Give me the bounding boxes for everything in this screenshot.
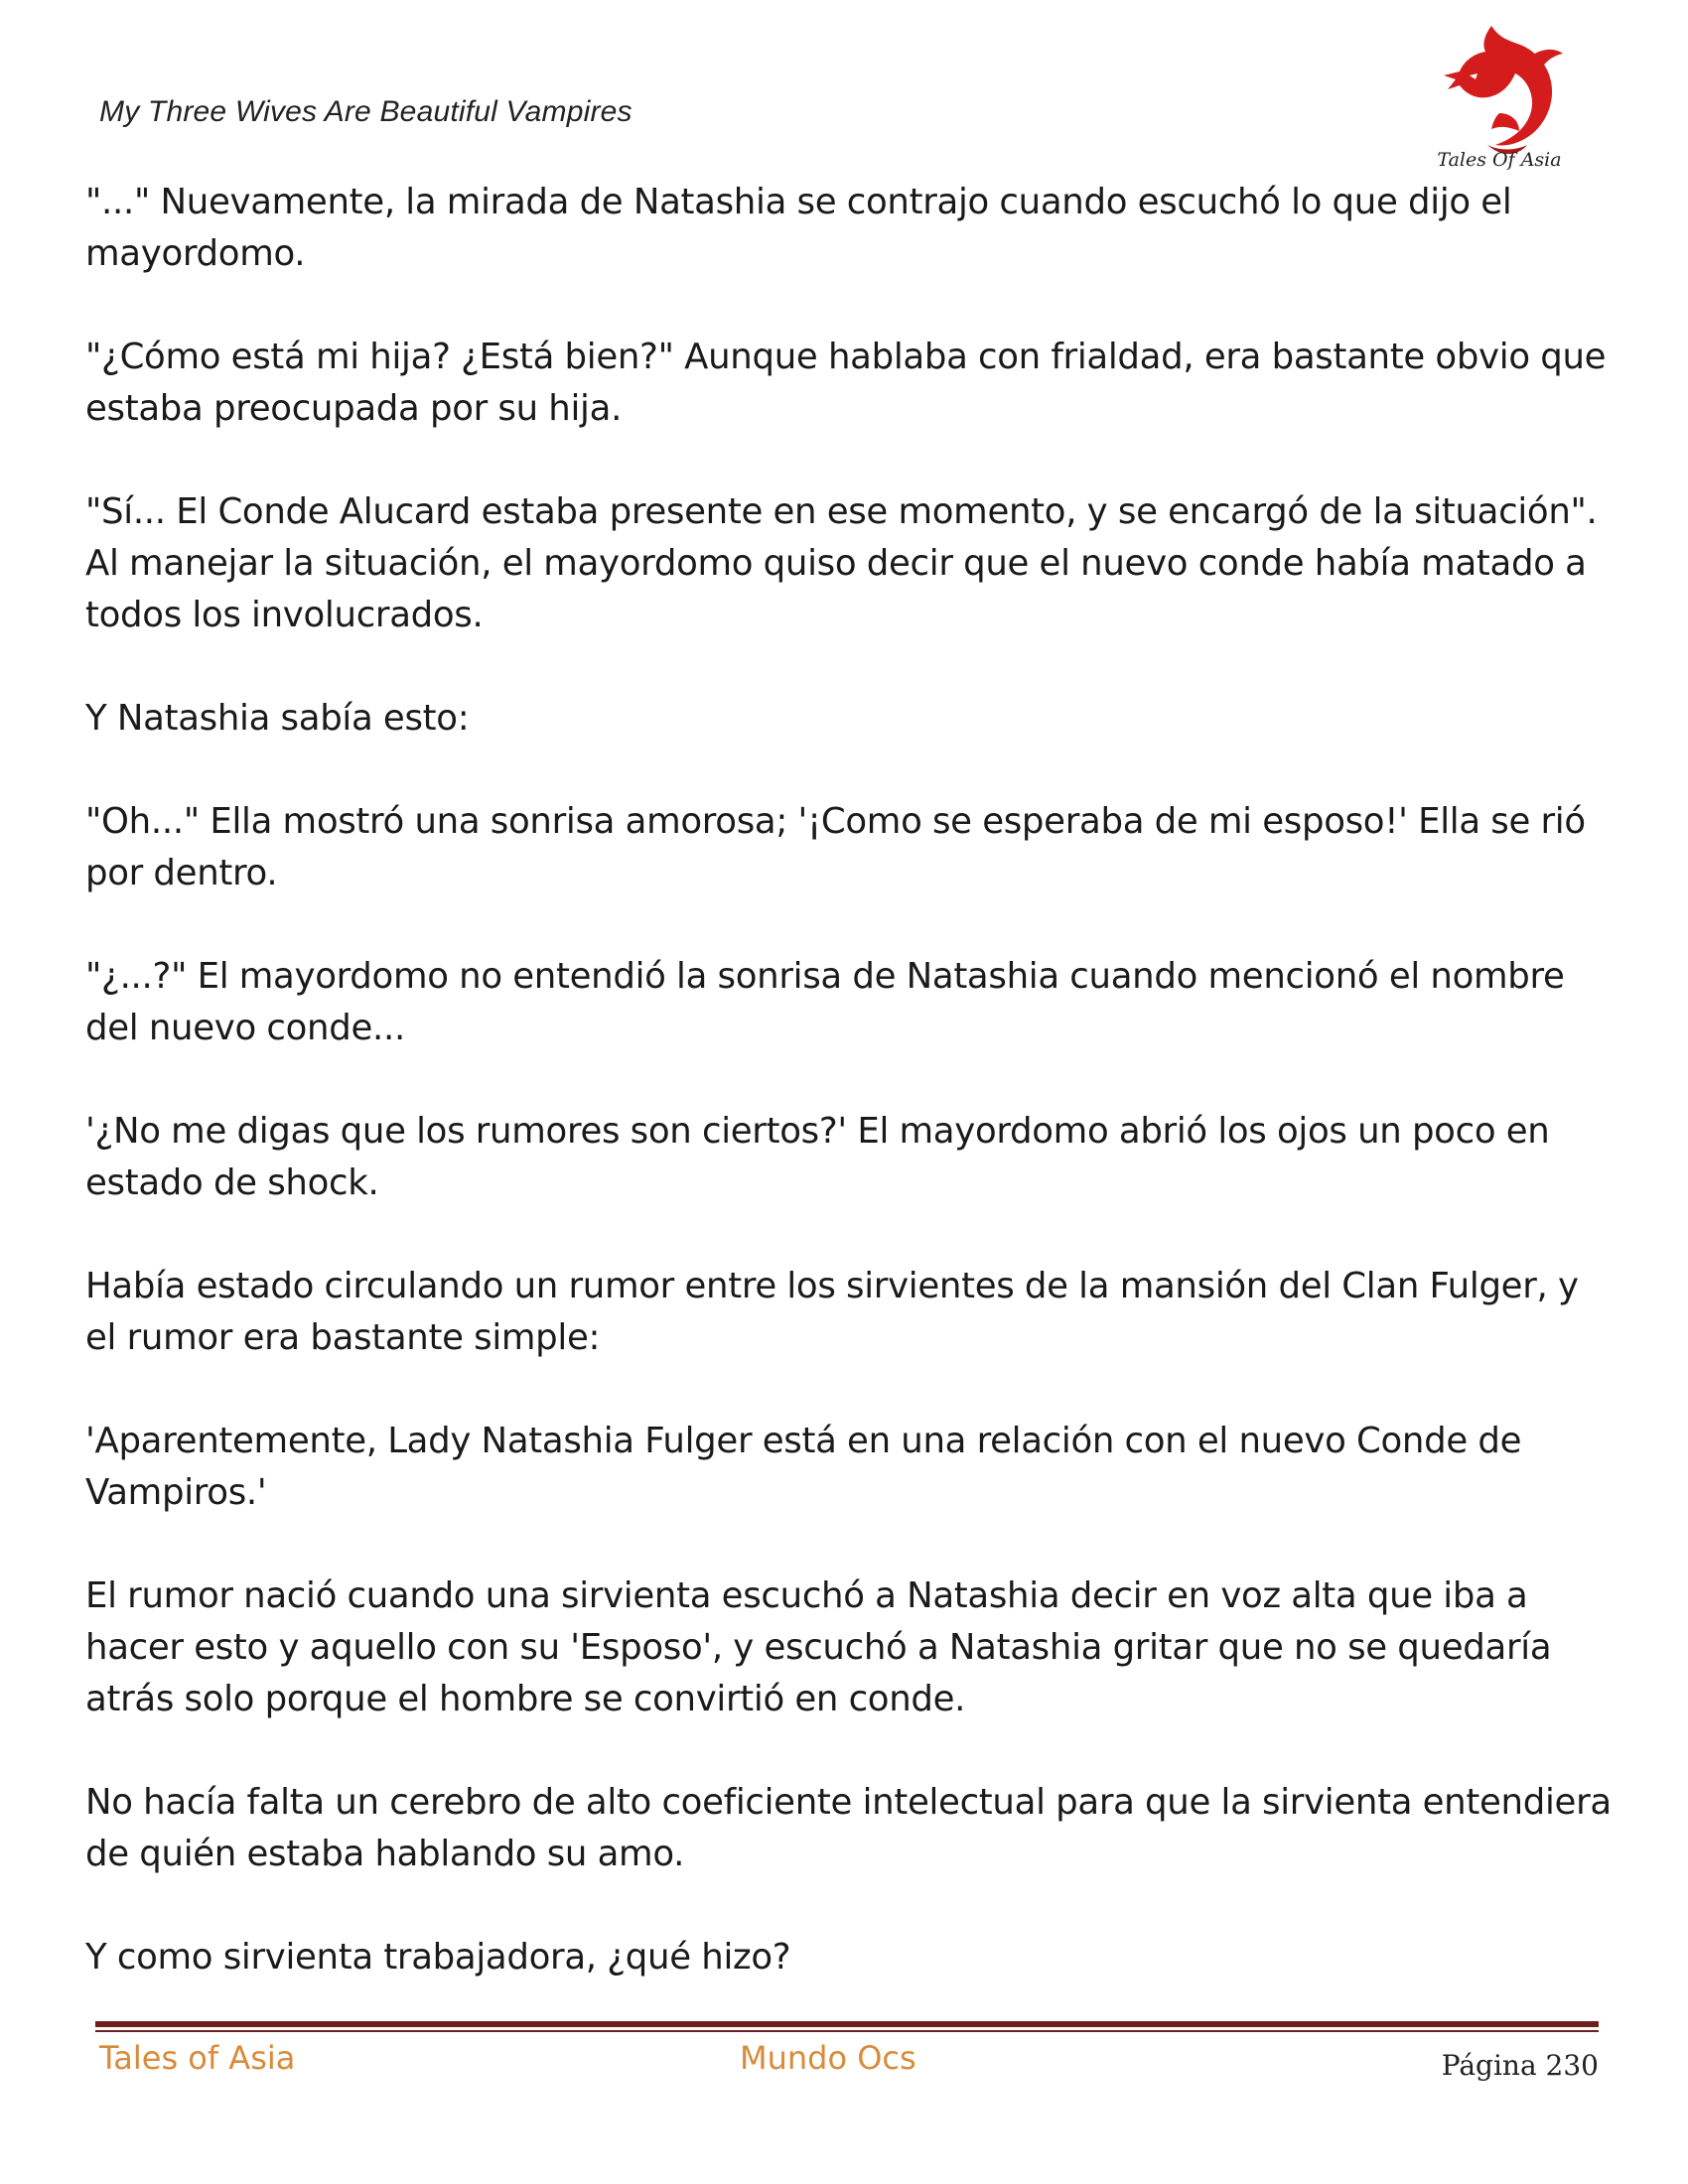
paragraph: Y como sirvienta trabajadora, ¿qué hizo? <box>85 1937 791 1978</box>
paragraph: El rumor nació cuando una sirvienta escuchó a Natashia decir en voz alta que iba a hacer esto y aquello con su 'Esposo', y escuchó a Natashia gritar que no se quedaría atrás solo porque el hombre se convirtió en conde. <box>85 1575 1552 1719</box>
paragraph: "Oh..." Ella mostró una sonrisa amorosa; '¡Como se esperaba de mi esposo!' Ella se rió por dentro. <box>85 801 1586 893</box>
paragraph: 'Aparentemente, Lady Natashia Fulger está en una relación con el nuevo Conde de Vampiros.' <box>85 1421 1522 1513</box>
chapter-body <box>85 177 1615 2035</box>
paragraph: Había estado circulando un rumor entre los sirvientes de la mansión del Clan Fulger, y el rumor era bastante simple: <box>85 1266 1579 1358</box>
logo-caption: Tales Of Asia <box>1437 149 1562 171</box>
paragraph: "..." Nuevamente, la mirada de Natashia se contrajo cuando escuchó lo que dijo el mayordomo. <box>85 182 1512 274</box>
book-title: My Three Wives Are Beautiful Vampires <box>99 95 633 128</box>
paragraph: No hacía falta un cerebro de alto coeficiente intelectual para que la sirvienta entendiera de quién estaba hablando su amo. <box>85 1782 1612 1874</box>
footer-publisher: Tales of Asia <box>99 2039 296 2077</box>
footer-site: Mundo Ocs <box>740 2039 916 2077</box>
paragraph: "¿Cómo está mi hija? ¿Está bien?" Aunque hablaba con frialdad, era bastante obvio que estaba preocupada por su hija. <box>85 337 1607 429</box>
paragraph: "¿...?" El mayordomo no entendió la sonrisa de Natashia cuando mencionó el nombre del nuevo conde... <box>85 956 1565 1048</box>
paragraph: '¿No me digas que los rumores son ciertos?' El mayordomo abrió los ojos un poco en estado de shock. <box>85 1111 1550 1203</box>
footer-divider <box>95 2021 1599 2033</box>
paragraph: Y Natashia sabía esto: <box>85 698 470 739</box>
page-number: Página 230 <box>1441 2049 1599 2082</box>
paragraph: "Sí... El Conde Alucard estaba presente en ese momento, y se encargó de la situación". Al manejar la situación, el mayordomo quiso decir que el nuevo conde había matado a todos los involucrados. <box>85 491 1598 635</box>
